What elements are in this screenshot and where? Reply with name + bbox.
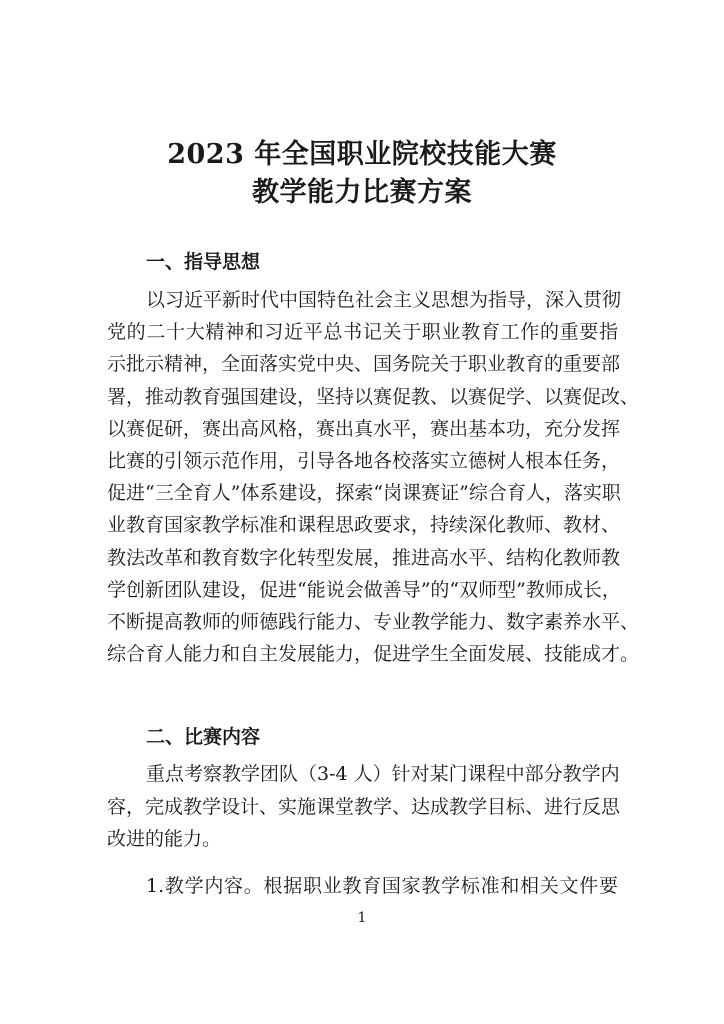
paragraph-line: 比赛的引领示范作用，引导各地各校落实立德树人根本任务， (107, 450, 621, 472)
section-heading-competition-content: 二、比赛内容 (146, 726, 261, 748)
paragraph-line: 重点考察教学团队（3-4 人）针对某门课程中部分教学内 (146, 763, 620, 785)
paragraph-line: 署，推动教育强国建设，坚持以赛促教、以赛促学、以赛促改、 (107, 386, 640, 408)
document-title-line-2: 教学能力比赛方案 (252, 177, 472, 208)
paragraph-line: 改进的能力。 (107, 828, 222, 850)
paragraph-line: 以习近平新时代中国特色社会主义思想为指导，深入贯彻 (146, 289, 622, 311)
page-number: 1 (357, 910, 367, 926)
paragraph-line: 以赛促研，赛出高风格，赛出真水平，赛出基本功，充分发挥 (107, 418, 621, 440)
paragraph-line: 业教育国家教学标准和课程思政要求，持续深化教师、教材、 (107, 514, 621, 536)
paragraph-line: 1.教学内容。根据职业教育国家教学标准和相关文件要 (146, 875, 618, 897)
paragraph-line: 促进“三全育人”体系建设，探索“岗课赛证”综合育人，落实职 (107, 482, 621, 504)
paragraph-line: 不断提高教师的师德践行能力、专业教学能力、数字素养水平、 (107, 611, 640, 633)
paragraph-line: 综合育人能力和自主发展能力，促进学生全面发展、技能成才。 (107, 643, 640, 665)
section-heading-guiding-ideology: 一、指导思想 (146, 251, 261, 273)
paragraph-line: 教法改革和教育数字化转型发展，推进高水平、结构化教师教 (107, 547, 621, 569)
paragraph-line: 学创新团队建设，促进“能说会做善导”的“双师型”教师成长， (107, 579, 621, 601)
paragraph-line: 容，完成教学设计、实施课堂教学、达成教学目标、进行反思 (107, 796, 621, 818)
document-title-line-1: 2023 年全国职业院校技能大赛 (167, 139, 557, 170)
paragraph-line: 示批示精神，全面落实党中央、国务院关于职业教育的重要部 (107, 353, 621, 375)
paragraph-line: 党的二十大精神和习近平总书记关于职业教育工作的重要指 (107, 321, 618, 343)
